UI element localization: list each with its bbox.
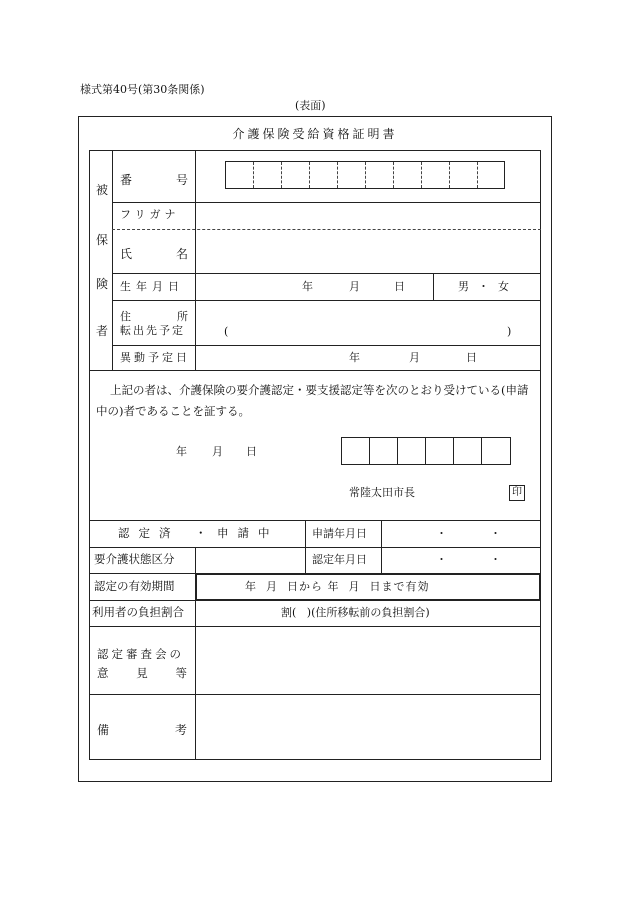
row-line — [112, 300, 541, 301]
status-separator: ・ — [195, 526, 207, 540]
review-label-line2: 意 見 等 — [97, 666, 187, 680]
seal-box-divider — [481, 437, 482, 464]
statement-line2: 中の)者であることを証する。 — [96, 404, 250, 418]
validity-value: 年 月 日から 年 月 日まで有効 — [245, 580, 430, 593]
number-digit-divider — [365, 162, 366, 188]
address-label-line2: 転出先予定 — [120, 324, 185, 337]
address-paren-open: ( — [224, 325, 229, 338]
sex-divider — [433, 273, 434, 300]
number-digit-divider — [393, 162, 394, 188]
row-line — [89, 370, 541, 371]
move-date-label: 異動予定日 — [120, 351, 190, 364]
application-date-value[interactable]: ・ ・ — [436, 527, 513, 540]
statement-line1: 上記の者は、介護保険の要介護認定・要支援認定等を次のとおり受けている(申請 — [110, 383, 529, 397]
move-date-day: 日 — [466, 351, 477, 364]
number-digit-divider — [449, 162, 450, 188]
sex-options[interactable]: 男・女 — [458, 280, 518, 293]
status-certified[interactable]: 認定済 — [118, 526, 180, 540]
burden-label: 利用者の負担割合 — [92, 605, 184, 619]
seal-number-boxes[interactable] — [341, 437, 511, 465]
form-side: (表面) — [295, 99, 326, 112]
label-column-divider — [195, 150, 196, 370]
certification-date-label: 認定年月日 — [312, 553, 367, 566]
review-label-line1: 認定審査会の — [97, 647, 184, 661]
column-divider — [305, 520, 306, 573]
row-line — [89, 520, 541, 521]
insured-group-divider — [112, 150, 113, 370]
column-divider — [195, 547, 196, 573]
seal-mark: 印 — [509, 485, 525, 501]
care-level-label: 要介護状態区分 — [94, 552, 175, 566]
seal-box-divider — [397, 437, 398, 464]
number-digit-divider — [309, 162, 310, 188]
row-line — [112, 273, 541, 274]
column-divider — [195, 600, 196, 760]
number-digit-divider — [281, 162, 282, 188]
seal-box-divider — [369, 437, 370, 464]
row-line — [89, 626, 541, 627]
remarks-label: 備 考 — [97, 723, 187, 737]
number-digit-divider — [477, 162, 478, 188]
form-title: 介護保険受給資格証明書 — [232, 127, 398, 141]
furigana-label: フリガナ — [120, 208, 180, 221]
number-digit-divider — [337, 162, 338, 188]
insured-group-char: 被 — [96, 183, 109, 197]
furigana-separator — [112, 229, 541, 230]
seal-box-divider — [453, 437, 454, 464]
name-label: 氏 名 — [120, 247, 188, 261]
statement-date-month: 月 — [212, 445, 223, 458]
seal-box-divider — [425, 437, 426, 464]
number-label: 番 号 — [120, 173, 188, 187]
move-date-month: 月 — [409, 351, 420, 364]
status-applying[interactable]: 申請中 — [217, 526, 279, 540]
insured-group-char: 者 — [96, 324, 109, 338]
certification-date-value[interactable]: ・ ・ — [436, 553, 513, 566]
number-digit-divider — [253, 162, 254, 188]
row-line — [89, 547, 541, 548]
insured-group-char: 険 — [96, 277, 109, 291]
row-line — [112, 202, 541, 203]
birthdate-month: 月 — [349, 280, 360, 293]
issuer-name: 常陸太田市長 — [349, 486, 415, 499]
birthdate-label: 生年月日 — [120, 280, 184, 293]
statement-date-day: 日 — [246, 445, 257, 458]
birthdate-day: 日 — [394, 280, 405, 293]
application-date-label: 申請年月日 — [312, 527, 367, 540]
address-paren-close: ) — [507, 325, 512, 338]
row-line — [89, 694, 541, 695]
insured-group-char: 保 — [96, 233, 109, 247]
form-number: 様式第40号(第30条関係) — [80, 83, 205, 96]
move-date-year: 年 — [349, 351, 360, 364]
validity-label: 認定の有効期間 — [94, 579, 175, 593]
burden-value: 割( )(住所移転前の負担割合) — [281, 606, 430, 619]
number-digit-divider — [421, 162, 422, 188]
birthdate-year: 年 — [302, 280, 313, 293]
row-line — [112, 345, 541, 346]
column-divider — [381, 520, 382, 573]
address-label-line1: 住 所 — [120, 310, 188, 323]
statement-date-year: 年 — [176, 445, 187, 458]
